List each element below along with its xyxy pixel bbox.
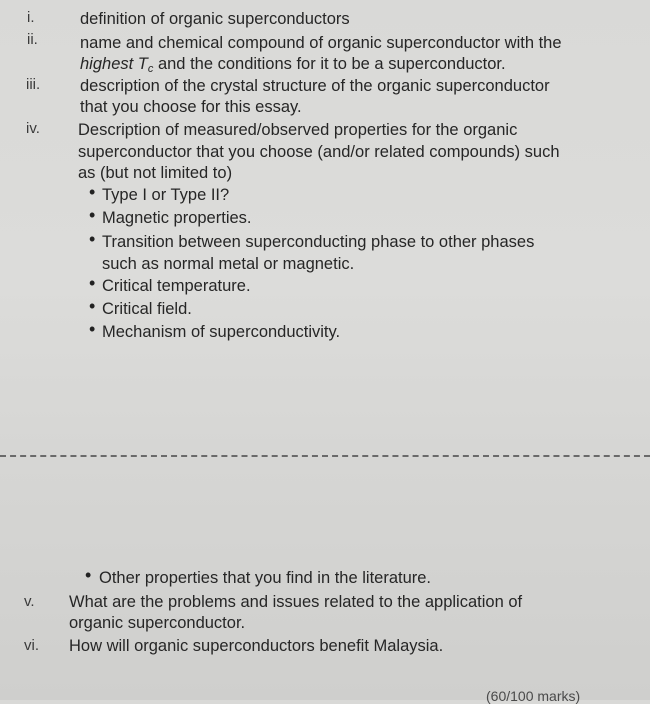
bullet-other-properties: Other properties that you find in the literature. [99,569,432,587]
page-break-divider [0,455,650,457]
item-iii-line-2: that you choose for this essay. [80,98,302,116]
bullet-critical-field: Critical field. [102,300,192,318]
item-iv-line-2: superconductor that you choose (and/or related compounds) such [78,143,560,161]
bullet-dot: • [89,205,96,225]
tc-subscript: c [147,63,154,75]
item-iv-line-1: Description of measured/observed properties for the organic [78,121,518,139]
item-number-vi: vi. [24,637,39,654]
bullet-transition-line-1: Transition between superconducting phase to other phases [102,233,535,251]
item-i-text: definition of organic superconductors [80,10,350,28]
bullet-dot: • [89,319,96,339]
item-ii-line-2-rest: and the conditions for it to be a superconductor. [153,55,506,73]
item-vi-line-1: How will organic superconductors benefit Malaysia. [69,637,444,655]
item-iii-line-1: description of the crystal structure of the organic superconductor [80,77,550,95]
bullet-type: Type I or Type II? [102,186,230,204]
bullet-critical-temperature: Critical temperature. [102,277,251,295]
bullet-dot: • [85,565,92,585]
item-number-ii: ii. [27,31,38,48]
item-ii-line-1: name and chemical compound of organic superconductor with the [80,34,562,52]
item-v-line-1: What are the problems and issues related to the application of [69,593,523,611]
marks-label: (60/100 marks) [486,688,581,704]
item-number-i: i. [27,9,35,26]
item-v-line-2: organic superconductor. [69,614,246,632]
bullet-transition-line-2: such as normal metal or magnetic. [102,255,355,273]
bullet-dot: • [89,229,96,249]
bullet-dot: • [89,273,96,293]
bullet-dot: • [89,296,96,316]
item-iv-line-3: as (but not limited to) [78,164,233,182]
item-number-v: v. [24,593,35,610]
tc-symbol: highest T [80,55,148,73]
bullet-magnetic: Magnetic properties. [102,209,252,227]
bullet-dot: • [89,182,96,202]
item-number-iv: iv. [26,120,40,137]
item-number-iii: iii. [26,76,41,93]
bullet-mechanism: Mechanism of superconductivity. [102,323,341,341]
